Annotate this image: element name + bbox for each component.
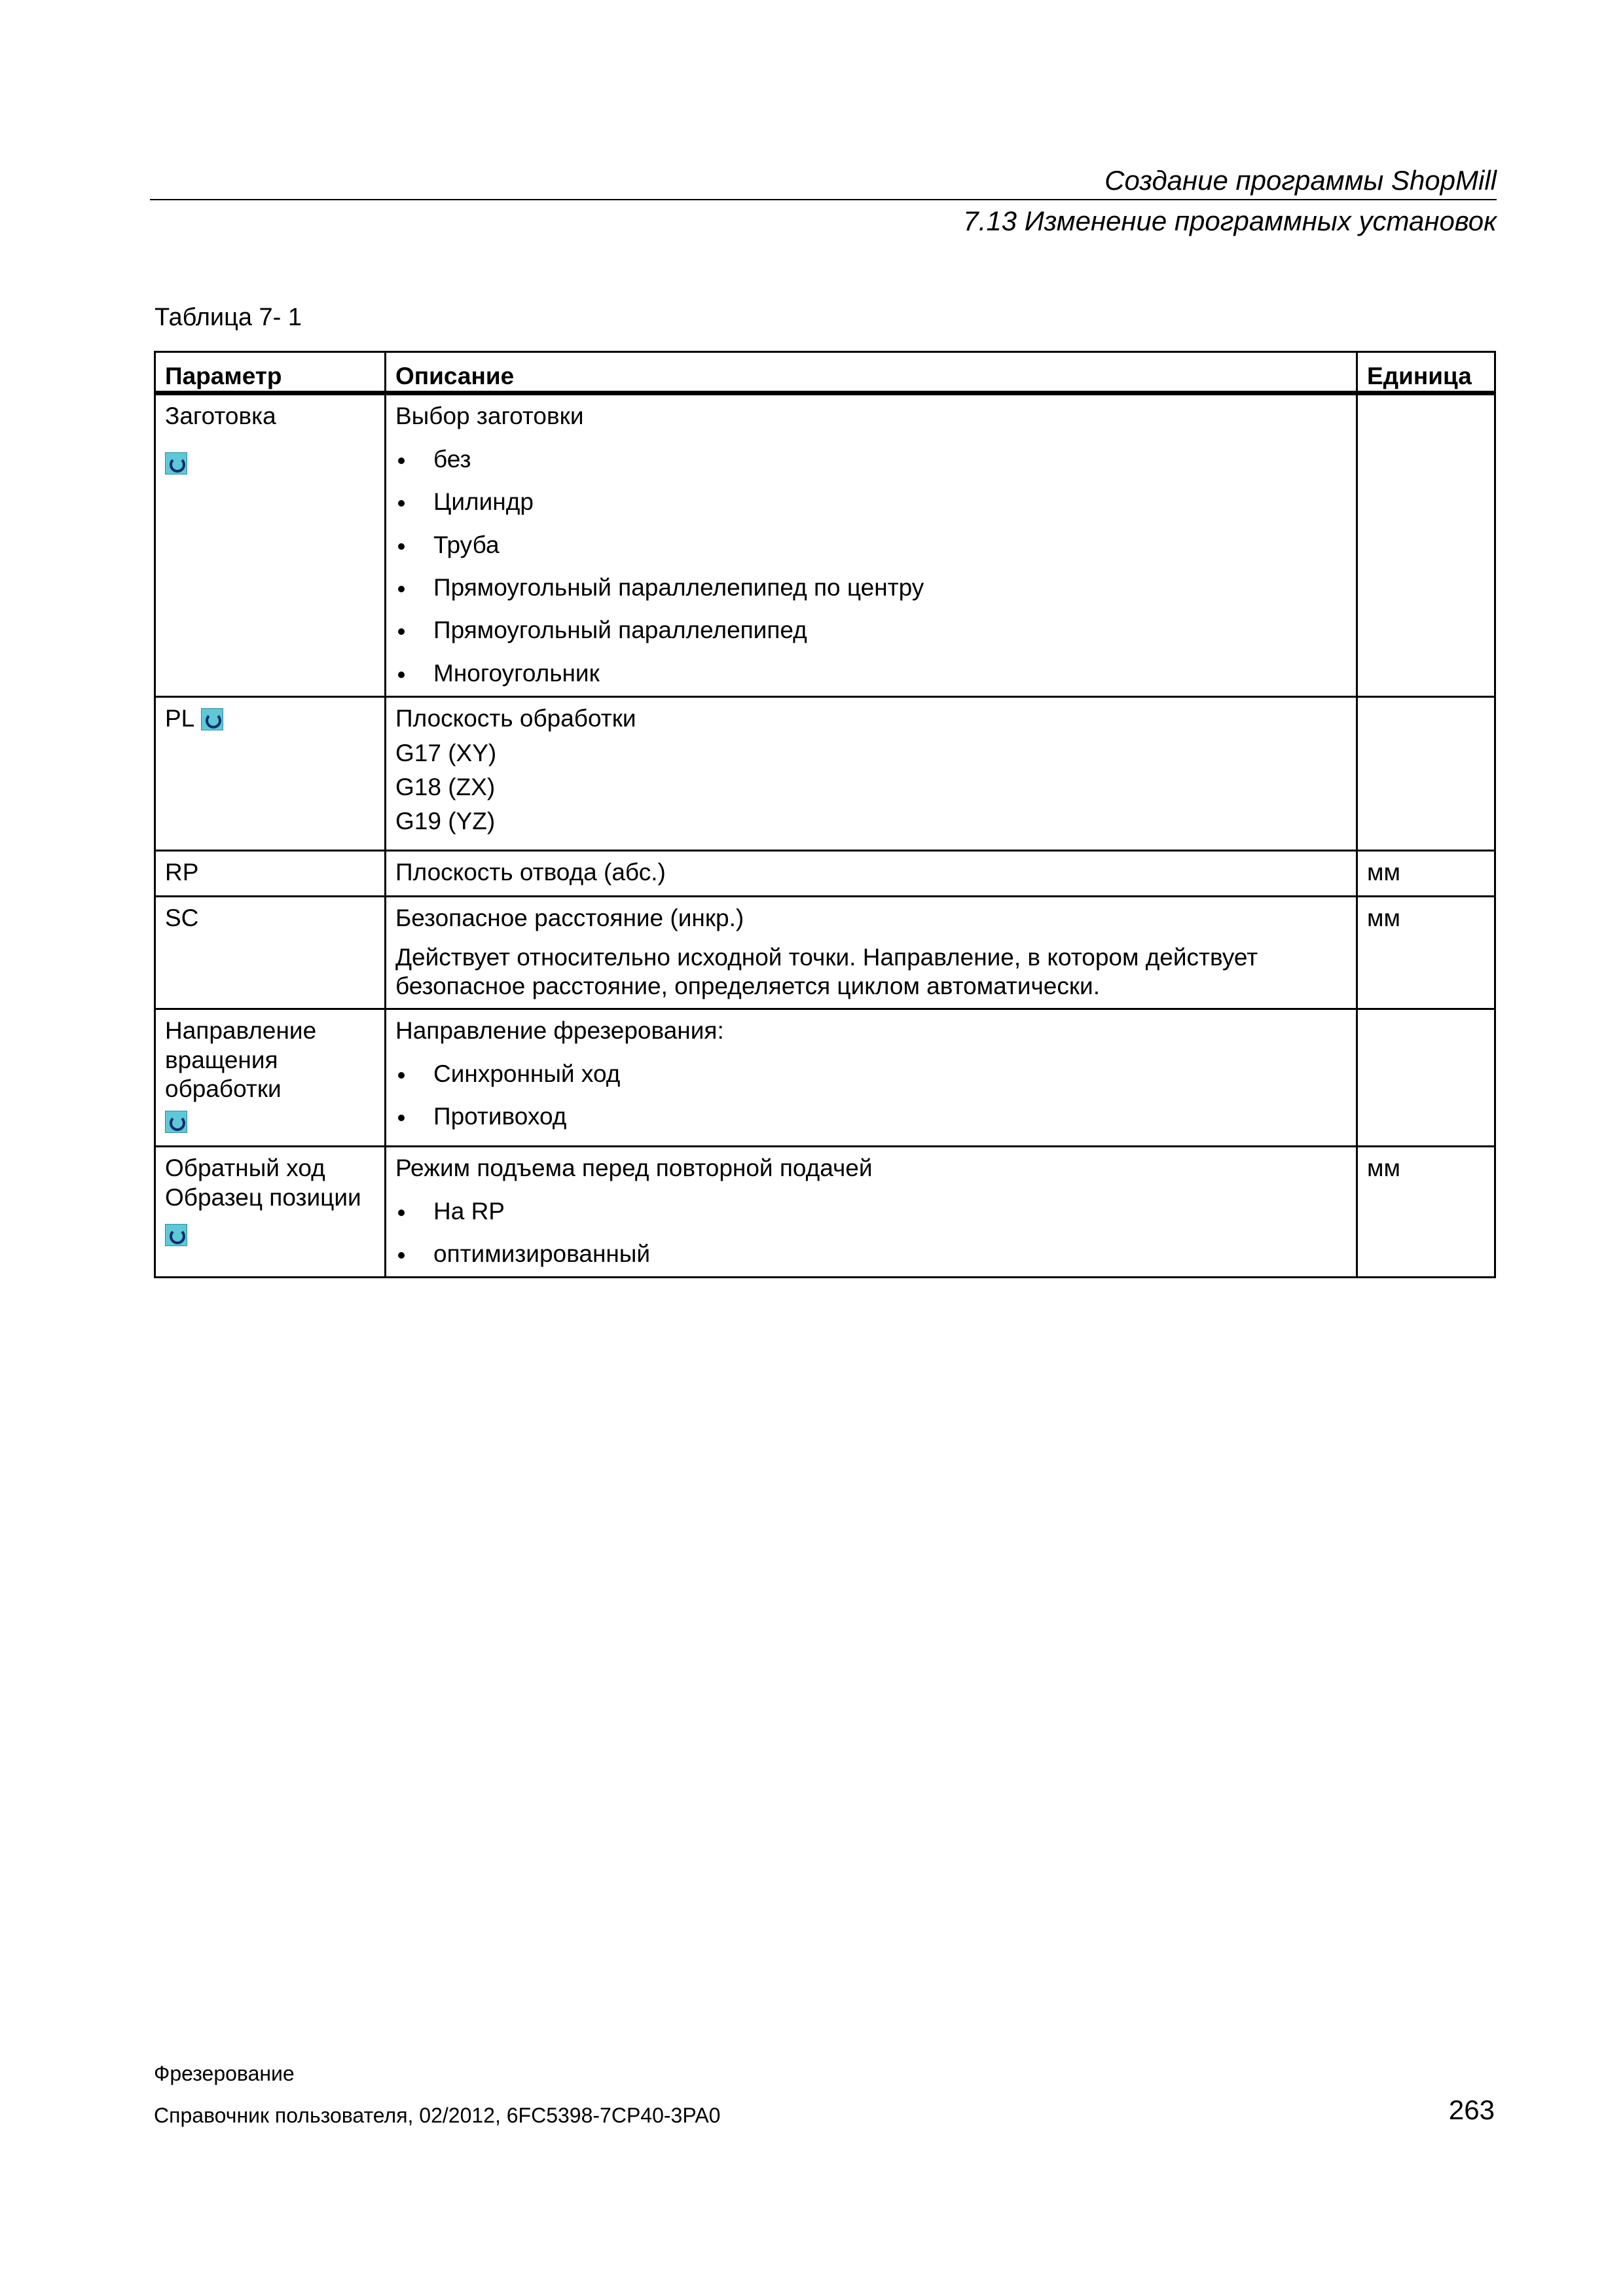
unit-cell: мм xyxy=(1357,851,1495,896)
description-cell: Плоскость отвода (абс.) xyxy=(386,851,1357,896)
description-cell xyxy=(386,1009,1357,1147)
option-list xyxy=(395,1197,1347,1269)
parameter-cell: RP xyxy=(155,851,386,896)
plane-option: G18 (ZX) xyxy=(395,773,496,800)
description-text: Безопасное расстояние (инкр.) xyxy=(395,904,744,931)
parameter-cell xyxy=(155,1147,386,1278)
header-title: Создание программы ShopMill xyxy=(1104,165,1497,196)
table-row xyxy=(155,697,1495,851)
description-cell xyxy=(386,896,1357,1009)
parameter-name: Обратный ход Образец позиции xyxy=(165,1155,361,1211)
column-header-description: Описание xyxy=(386,352,1357,393)
plane-option: G17 (XY) xyxy=(395,739,497,766)
unit-cell: мм xyxy=(1357,1147,1495,1278)
toggle-icon xyxy=(165,452,187,475)
description-cell xyxy=(386,697,1357,851)
description-cell xyxy=(386,1147,1357,1278)
parameter-cell xyxy=(155,1009,386,1147)
table-row xyxy=(155,896,1495,1009)
unit-cell xyxy=(1357,1009,1495,1147)
unit-cell: мм xyxy=(1357,896,1495,1009)
column-header-unit: Единица xyxy=(1357,352,1495,393)
list-item: Прямоугольный параллелепипед по центру xyxy=(395,573,1347,602)
parameter-cell xyxy=(155,697,386,851)
description-cell xyxy=(386,393,1357,697)
parameter-cell: SC xyxy=(155,896,386,1009)
description-text: Направление фрезерования: xyxy=(395,1017,724,1045)
list-item: Многоугольник xyxy=(395,659,1347,688)
parameter-cell xyxy=(155,393,386,697)
list-item: оптимизированный xyxy=(395,1240,1347,1268)
page-number: 263 xyxy=(1448,2094,1495,2125)
option-list xyxy=(395,445,1347,688)
parameter-name: Заготовка xyxy=(165,403,276,430)
parameter-name: PL xyxy=(165,705,195,732)
list-item: без xyxy=(395,445,1347,474)
description-text: Плоскость обработки xyxy=(395,705,636,732)
description-note: Действует относительно исходной точки. Направление, в котором действует безопасное расстояние, определяется циклом автоматически. xyxy=(395,943,1258,999)
toggle-icon xyxy=(165,1111,187,1133)
parameter-name: Направление вращения обработки xyxy=(165,1017,317,1102)
footer-document-title: Фрезерование xyxy=(154,2062,295,2085)
list-item: Прямоугольный параллелепипед xyxy=(395,616,1347,645)
table-caption: Таблица 7- 1 xyxy=(155,304,302,331)
table-row xyxy=(155,1009,1495,1147)
table-header-row xyxy=(155,352,1495,393)
parameter-table xyxy=(154,351,1496,1278)
toggle-icon xyxy=(201,708,223,730)
footer-reference: Справочник пользователя, 02/2012, 6FC5398-7CP40-3PA0 xyxy=(154,2104,721,2127)
description-text: Режим подъема перед повторной подачей xyxy=(395,1155,873,1182)
table-row xyxy=(155,1147,1495,1278)
list-item: Цилиндр xyxy=(395,488,1347,516)
column-header-parameter: Параметр xyxy=(155,352,386,393)
table-row xyxy=(155,393,1495,697)
list-item: Синхронный ход xyxy=(395,1060,1347,1088)
plane-option: G19 (YZ) xyxy=(395,808,496,835)
option-list xyxy=(395,1060,1347,1132)
list-item: На RP xyxy=(395,1197,1347,1226)
header-rule xyxy=(150,199,1497,200)
list-item: Противоход xyxy=(395,1102,1347,1131)
toggle-icon xyxy=(165,1224,187,1246)
unit-cell xyxy=(1357,697,1495,851)
unit-cell xyxy=(1357,393,1495,697)
list-item: Труба xyxy=(395,531,1347,560)
table-row xyxy=(155,851,1495,896)
header-section: 7.13 Изменение программных установок xyxy=(963,206,1497,236)
description-text: Выбор заготовки xyxy=(395,403,584,430)
